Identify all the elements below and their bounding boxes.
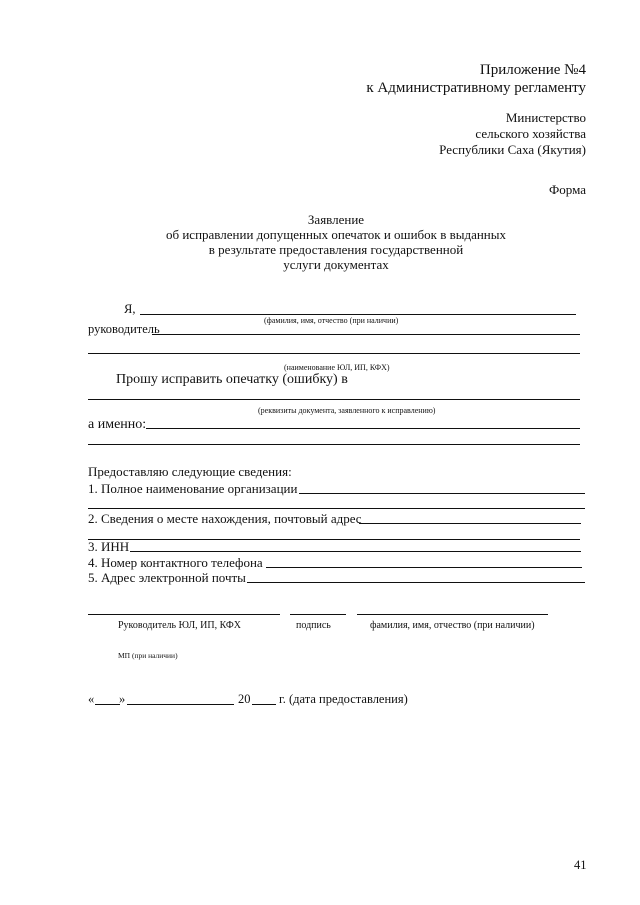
document-details-caption: (реквизиты документа, заявленного к исправлению) — [258, 406, 436, 415]
ministry-line-3: Республики Саха (Якутия) — [439, 142, 586, 157]
page-number: 41 — [574, 858, 587, 872]
address-field[interactable] — [359, 523, 581, 524]
role-caption: Руководитель ЮЛ, ИП, КФХ — [118, 620, 241, 631]
title-line-3: в результате предоставления государственной — [208, 242, 464, 257]
request-text: Прошу исправить опечатку (ошибку) в — [116, 372, 348, 387]
info-item-3: 3. ИНН — [88, 539, 130, 554]
stamp-label: МП (при наличии) — [118, 651, 178, 660]
inn-field[interactable] — [130, 551, 581, 552]
info-item-4: 4. Номер контактного телефона — [88, 555, 263, 570]
name-signature-line[interactable] — [357, 614, 548, 615]
info-intro: Предоставляю следующие сведения: — [88, 464, 292, 479]
head-label: руководитель — [88, 322, 160, 336]
title-line-4: услуги документах — [283, 257, 389, 272]
name-caption: фамилия, имя, отчество (при наличии) — [370, 620, 535, 631]
date-open-quote: « — [88, 692, 95, 706]
date-year-field[interactable] — [252, 704, 276, 705]
document-details-field[interactable] — [88, 399, 580, 400]
address-field-2[interactable] — [88, 539, 580, 540]
date-day-field[interactable] — [95, 704, 120, 705]
signature-line[interactable] — [290, 614, 346, 615]
sign-caption: подпись — [296, 620, 331, 631]
ministry-line-1: Министерство — [505, 110, 586, 125]
role-signature-line[interactable] — [88, 614, 280, 615]
namely-field[interactable] — [146, 428, 580, 429]
date-month-field[interactable] — [127, 704, 234, 705]
appendix-number: Приложение №4 — [479, 62, 586, 78]
organization-caption: (наименование ЮЛ, ИП, КФХ) — [284, 363, 390, 372]
regulation-reference: к Административному регламенту — [366, 80, 586, 96]
date-suffix: г. (дата предоставления) — [279, 692, 408, 706]
organization-field[interactable] — [88, 353, 580, 354]
form-label: Форма — [549, 182, 586, 197]
date-year-prefix: 20 — [238, 692, 251, 706]
phone-field[interactable] — [266, 567, 582, 568]
info-item-5: 5. Адрес электронной почты — [88, 570, 246, 585]
document-title: Заявление — [307, 212, 365, 227]
i-label: Я, — [124, 302, 136, 316]
applicant-fio-field[interactable] — [140, 314, 576, 315]
namely-label: а именно: — [88, 417, 147, 432]
title-line-2: об исправлении допущенных опечаток и ошибок в выданных — [165, 227, 506, 242]
date-close-quote: » — [119, 692, 126, 706]
head-field[interactable] — [152, 334, 580, 335]
info-item-1: 1. Полное наименование организации — [88, 481, 298, 496]
info-item-2: 2. Сведения о месте нахождения, почтовый адрес — [88, 511, 362, 526]
fio-caption: (фамилия, имя, отчество (при наличии) — [264, 316, 399, 325]
org-name-field-2[interactable] — [88, 508, 585, 509]
email-field[interactable] — [247, 582, 585, 583]
namely-field-2[interactable] — [88, 444, 580, 445]
ministry-line-2: сельского хозяйства — [475, 126, 586, 141]
org-name-field[interactable] — [299, 493, 585, 494]
